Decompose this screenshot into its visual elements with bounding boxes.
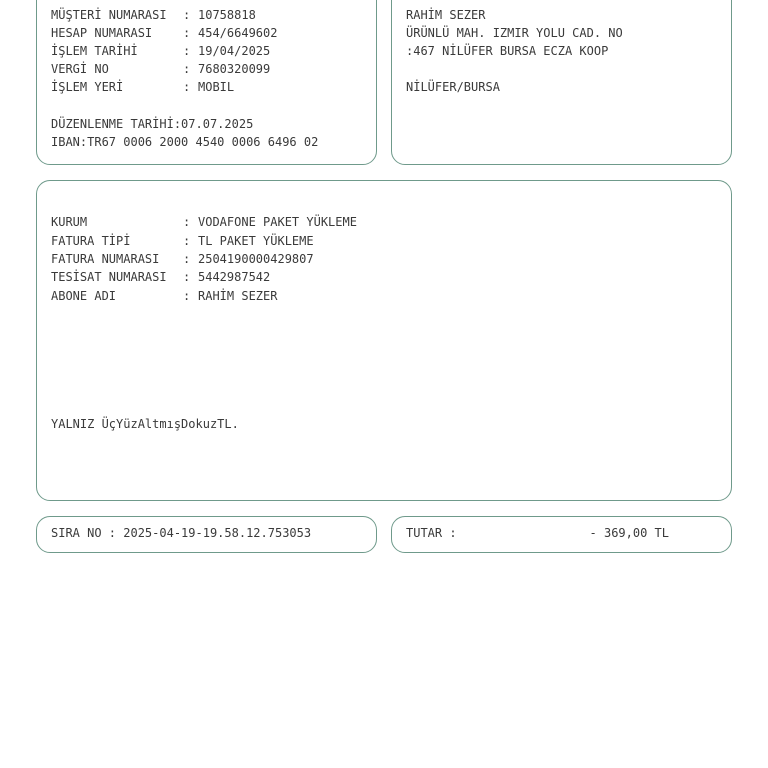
bill-number-label: FATURA NUMARASI <box>51 252 160 266</box>
tax-number-row <box>51 62 371 76</box>
transaction-place-value: MOBIL <box>198 80 235 94</box>
separator: : <box>183 62 191 76</box>
bill-details-panel <box>36 180 732 501</box>
account-number-value: 454/6649602 <box>198 26 278 40</box>
total-amount-panel <box>391 516 732 553</box>
separator: : <box>183 234 191 248</box>
total-value: - 369,00 TL <box>589 526 669 540</box>
recipient-name: RAHİM SEZER <box>406 8 486 22</box>
recipient-address-panel <box>391 0 732 165</box>
account-number-label: HESAP NUMARASI <box>51 26 153 40</box>
institution-label: KURUM <box>51 215 88 229</box>
account-number-row <box>51 26 371 40</box>
bill-type-row <box>51 234 711 248</box>
institution-row <box>51 215 711 229</box>
bill-type-label: FATURA TİPİ <box>51 234 131 248</box>
separator: : <box>183 289 191 303</box>
total-label: TUTAR : <box>406 526 457 540</box>
subscriber-name-label: ABONE ADI <box>51 289 117 303</box>
recipient-city: NİLÜFER/BURSA <box>406 80 500 94</box>
transaction-date-label: İŞLEM TARİHİ <box>51 44 138 58</box>
issue-date: DÜZENLENME TARİHİ:07.07.2025 <box>51 117 254 131</box>
recipient-address-line: :467 NİLÜFER BURSA ECZA KOOP <box>406 44 609 58</box>
bill-number-row <box>51 252 711 266</box>
transaction-place-label: İŞLEM YERİ <box>51 80 124 94</box>
subscriber-name-row <box>51 289 711 303</box>
separator: : <box>183 252 191 266</box>
bill-type-value: TL PAKET YÜKLEME <box>198 234 314 248</box>
bill-number-value: 2504190000429807 <box>198 252 314 266</box>
customer-number-label: MÜŞTERİ NUMARASI <box>51 8 167 22</box>
sequence-number: SIRA NO : 2025-04-19-19.58.12.753053 <box>51 526 312 540</box>
iban: IBAN:TR67 0006 2000 4540 0006 6496 02 <box>51 135 319 149</box>
transaction-place-row <box>51 80 371 94</box>
separator: : <box>183 80 191 94</box>
separator: : <box>183 26 191 40</box>
institution-value: VODAFONE PAKET YÜKLEME <box>198 215 357 229</box>
separator: : <box>183 270 191 284</box>
customer-number-row <box>51 8 371 22</box>
transaction-date-value: 19/04/2025 <box>198 44 271 58</box>
separator: : <box>183 8 191 22</box>
recipient-address-line: ÜRÜNLÜ MAH. IZMIR YOLU CAD. NO <box>406 26 623 40</box>
customer-number-value: 10758818 <box>198 8 256 22</box>
sequence-number-panel <box>36 516 377 553</box>
installation-number-label: TESİSAT NUMARASI <box>51 270 167 284</box>
amount-in-words: YALNIZ ÜçYüzAltmışDokuzTL. <box>51 417 239 431</box>
tax-number-value: 7680320099 <box>198 62 271 76</box>
installation-number-row <box>51 270 711 284</box>
subscriber-name-value: RAHİM SEZER <box>198 289 278 303</box>
tax-number-label: VERGİ NO <box>51 62 109 76</box>
separator: : <box>183 215 191 229</box>
customer-info-panel <box>36 0 377 165</box>
installation-number-value: 5442987542 <box>198 270 271 284</box>
separator: : <box>183 44 191 58</box>
transaction-date-row <box>51 44 371 58</box>
